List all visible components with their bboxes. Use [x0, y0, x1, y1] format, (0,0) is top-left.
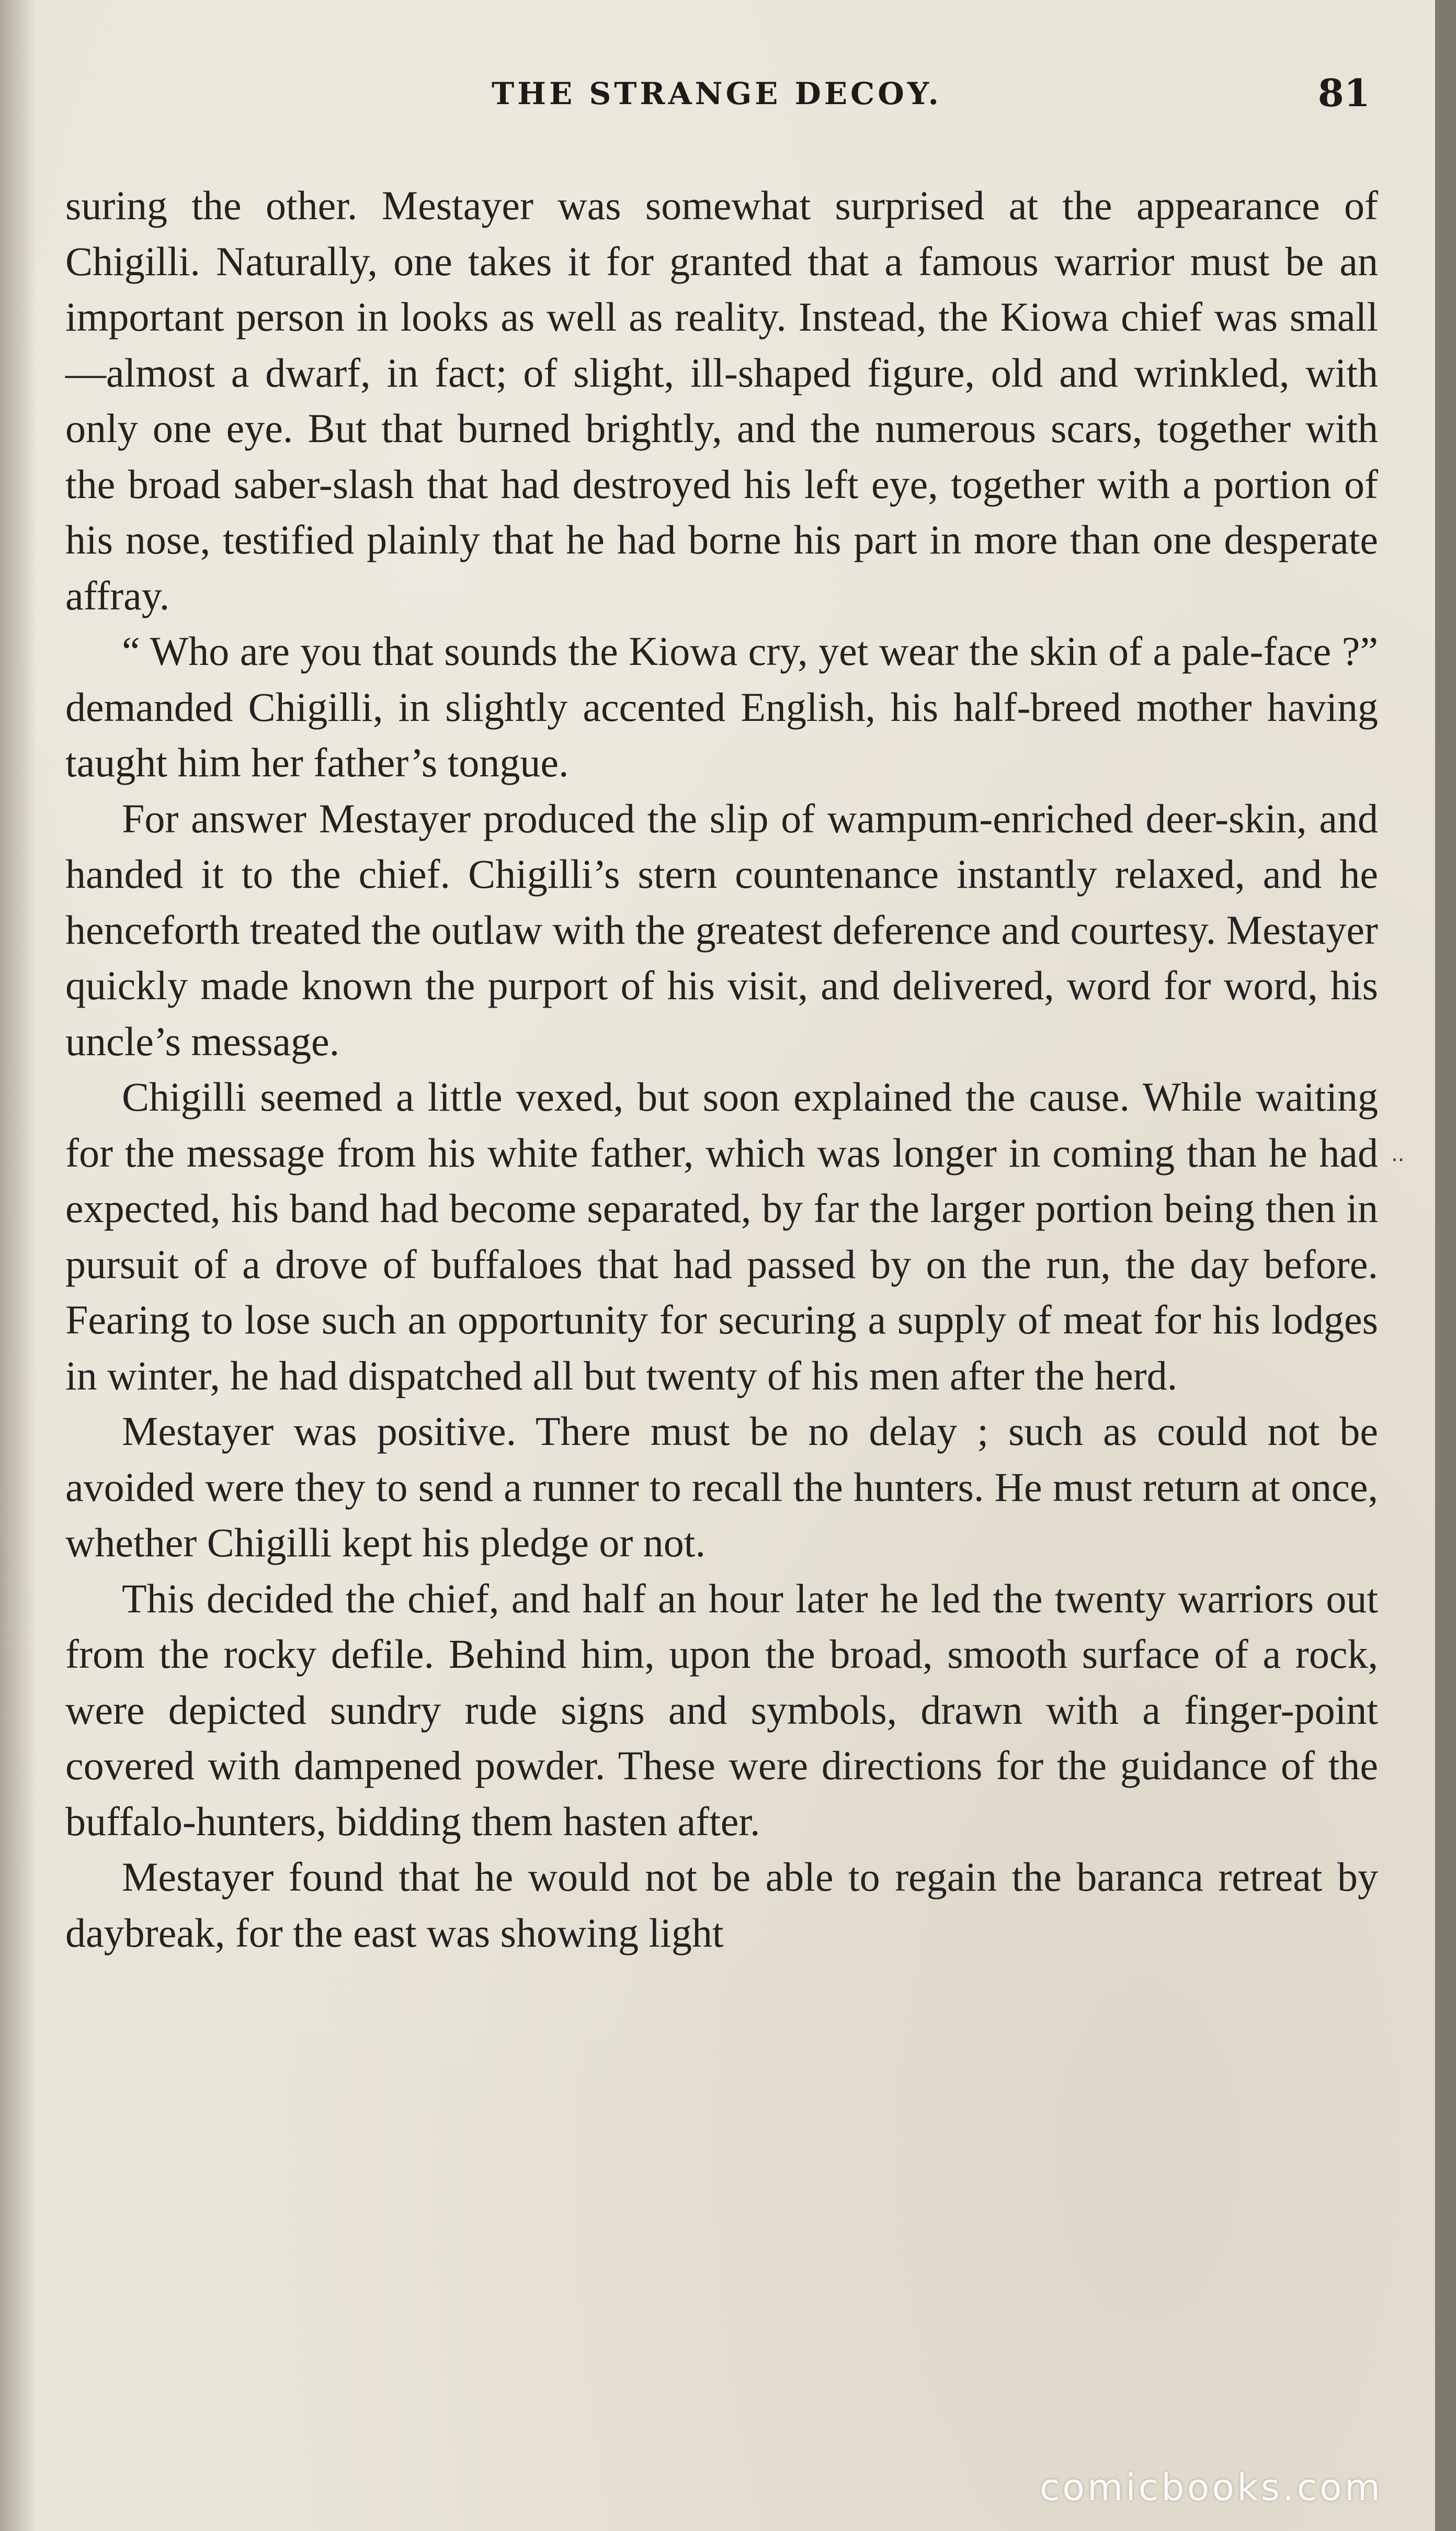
running-header [63, 71, 1370, 128]
paragraph: “ Who are you that sounds the Kiowa cry, yet wear the skin of a pale-face ?” demanded Chigilli, in slightly accented English, his half-breed mother having taught him her father’s tongue. [65, 628, 1378, 785]
paragraph: Chigilli seemed a little vexed, but soon explained the cause. While waiting for the message from his white father, which was longer in coming than he had expected, his band had become separated, by far the larger portion being then in pursuit of a drove of buffaloes that had passed by on the run, the day before. Fearing to lose such an opportunity for securing a supply of meat for his lodges in winter, he had dispatched all but twenty of his men after the herd. [65, 1074, 1378, 1398]
paragraph: suring the other. Mestayer was somewhat surprised at the appearance of Chigilli. Naturally, one takes it for granted that a famous warrior must be an important person in looks as well as reality. Instead, the Kiowa chief was small—almost a dwarf, in fact; of slight, ill-shaped figure, old and wrinkled, with only one eye. But that burned brightly, and the numerous scars, together with the broad saber-slash that had destroyed his left eye, together with a portion of his nose, testified plainly that he had borne his part in more than one desperate affray. [65, 183, 1378, 618]
paragraph: Mestayer was positive. There must be no delay ; such as could not be avoided were they to send a runner to recall the hunters. He must return at once, whether Chigilli kept his pledge or not. [65, 1408, 1378, 1565]
margin-mark: ·· [1391, 1148, 1405, 1172]
watermark: comicbooks.com [1039, 2466, 1383, 2509]
gutter-shadow [0, 0, 37, 2531]
chapter-title: THE STRANGE DECOY. [492, 76, 942, 111]
body-text [65, 178, 1378, 1961]
page-number: 81 [1317, 71, 1370, 115]
paragraph: For answer Mestayer produced the slip of wampum-enriched deer-skin, and handed it to the chief. Chigilli’s stern countenance instantly relaxed, and he henceforth treated the outlaw with the greatest deference and courtesy. Mestayer quickly made known the purport of his visit, and delivered, word for word, his uncle’s message. [65, 795, 1378, 1064]
paragraph: Mestayer found that he would not be able to regain the baranca retreat by daybreak, for the east was showing light [65, 1854, 1378, 1956]
paragraph: This decided the chief, and half an hour later he led the twenty warriors out from the rocky defile. Behind him, upon the broad, smooth surface of a rock, were depicted sundry rude signs and symbols, drawn with a finger-point covered with dampened powder. These were directions for the guidance of the buffalo-hunters, bidding them hasten after. [65, 1575, 1378, 1844]
